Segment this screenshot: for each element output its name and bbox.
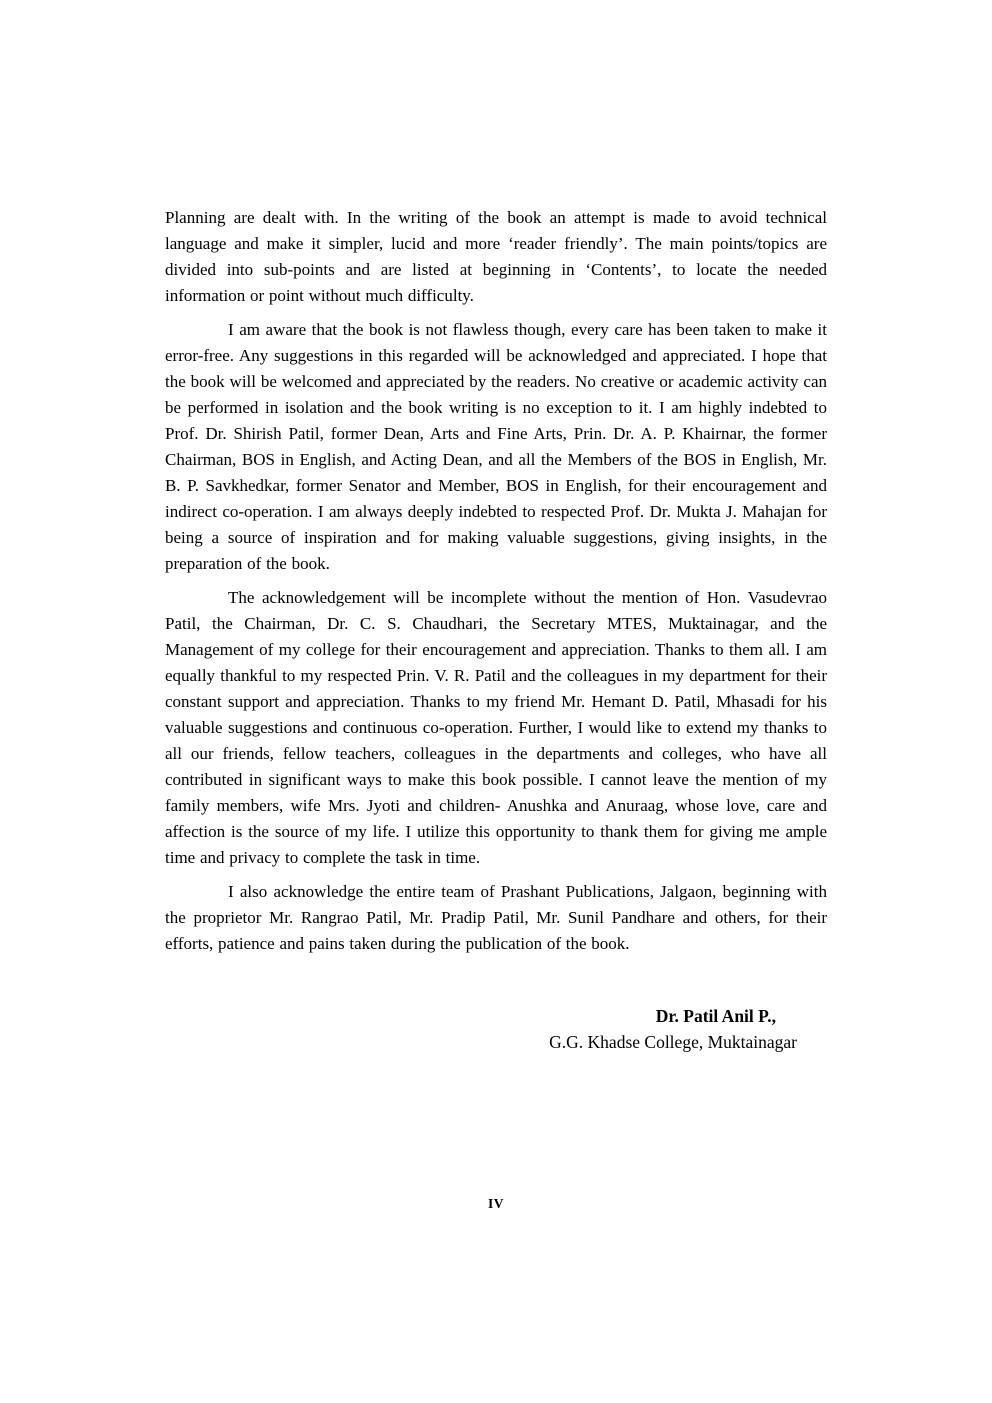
page-number: IV	[487, 1196, 504, 1211]
page-content	[165, 205, 827, 1055]
author-name: Dr. Patil Anil P.,	[655, 1006, 776, 1026]
paragraph-acknowledgement-academic: I am aware that the book is not flawless though, every care has been taken to make it error-free. Any suggestions in this regarded will be acknowledged and appreciated. I hope that the book will be welcomed and appreciated by the readers. No creative or academic activity can be performed in isolation and the book writing is no exception to it. I am highly indebted to Prof. Dr. Shirish Patil, former Dean, Arts and Fine Arts, Prin. Dr. A. P. Khairnar, the former Chairman, BOS in English, and Acting Dean, and all the Members of the BOS in English, Mr. B. P. Savkhedkar, former Senator and Member, BOS in English, for their encouragement and indirect co-operation. I am always deeply indebted to respected Prof. Dr. Mukta J. Mahajan for being a source of inspiration and for making valuable suggestions, giving insights, in the preparation of the book.	[165, 320, 827, 573]
paragraph-continuation: Planning are dealt with. In the writing of the book an attempt is made to avoid technical language and make it simpler, lucid and more ‘reader friendly’. The main points/topics are divided into sub-points and are listed at beginning in ‘Contents’, to locate the needed information or point without much difficulty.	[165, 208, 827, 305]
paragraph-acknowledgement-management-family: The acknowledgement will be incomplete without the mention of Hon. Vasudevrao Patil, the Chairman, Dr. C. S. Chaudhari, the Secretary MTES, Muktainagar, and the Management of my college for their encouragement and appreciation. Thanks to them all. I am equally thankful to my respected Prin. V. R. Patil and the colleagues in my department for their constant support and appreciation. Thanks to my friend Mr. Hemant D. Patil, Mhasadi for his valuable suggestions and continuous co-operation. Further, I would like to extend my thanks to all our friends, fellow teachers, colleagues in the departments and colleges, who have all contributed in significant ways to make this book possible. I cannot leave the mention of my family members, wife Mrs. Jyoti and children- Anushka and Anuraag, whose love, care and affection is the source of my life. I utilize this opportunity to thank them for giving me ample time and privacy to complete the task in time.	[165, 588, 827, 867]
signature-block	[165, 1003, 827, 1055]
paragraph-acknowledgement-publisher: I also acknowledge the entire team of Prashant Publications, Jalgaon, beginning with the proprietor Mr. Rangrao Patil, Mr. Pradip Patil, Mr. Sunil Pandhare and others, for their efforts, patience and pains taken during the publication of the book.	[165, 882, 827, 953]
author-affiliation: G.G. Khadse College, Muktainagar	[549, 1032, 797, 1052]
